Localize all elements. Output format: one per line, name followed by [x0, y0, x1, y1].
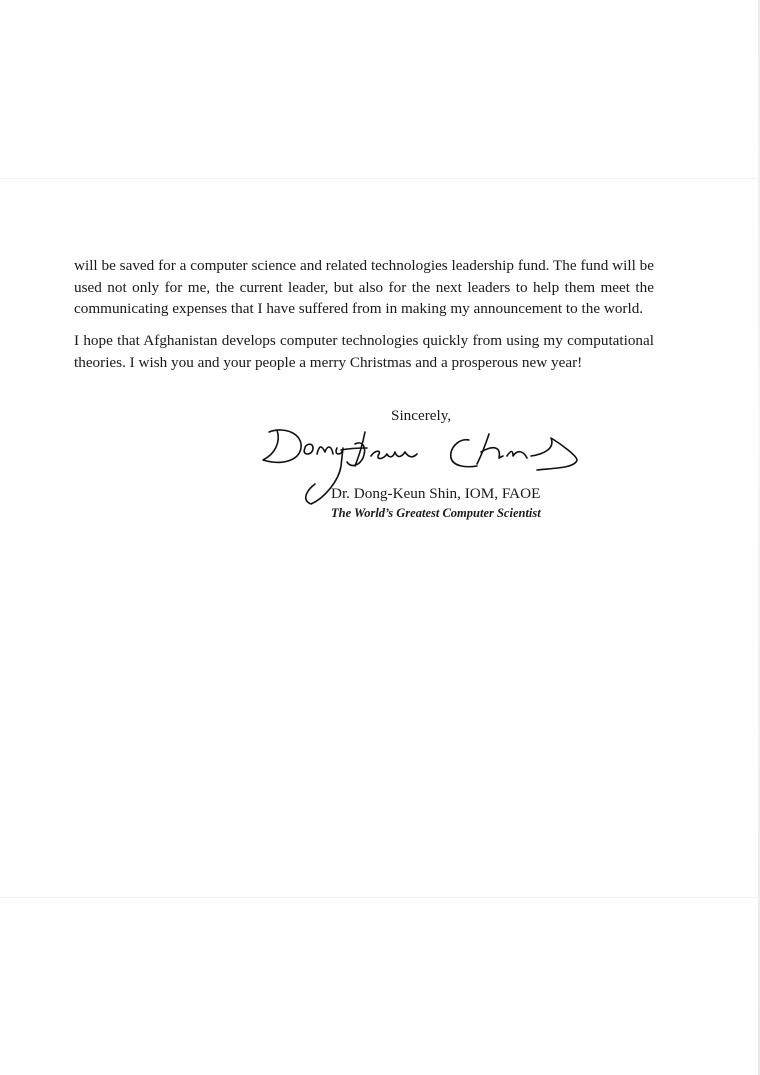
body-paragraph-2: I hope that Afghanistan develops computer technologies quickly from using my computational theories. I wish you and your people a merry Christmas and a prosperous new year! [74, 332, 654, 371]
signer-title: The World’s Greatest Computer Scientist [331, 506, 541, 520]
scan-line [0, 178, 760, 179]
signer-name: Dr. Dong-Keun Shin, IOM, FAOE [331, 485, 541, 502]
body-paragraph-1: will be saved for a computer science and related technologies leadership fund. The fund will be used not only for me, the current leader, but also for the next leaders to help them meet the communicating expenses that I have suffered from in making my announcement to the world. [74, 257, 654, 317]
scan-line [0, 897, 760, 898]
closing-salutation: Sincerely, [391, 407, 452, 424]
